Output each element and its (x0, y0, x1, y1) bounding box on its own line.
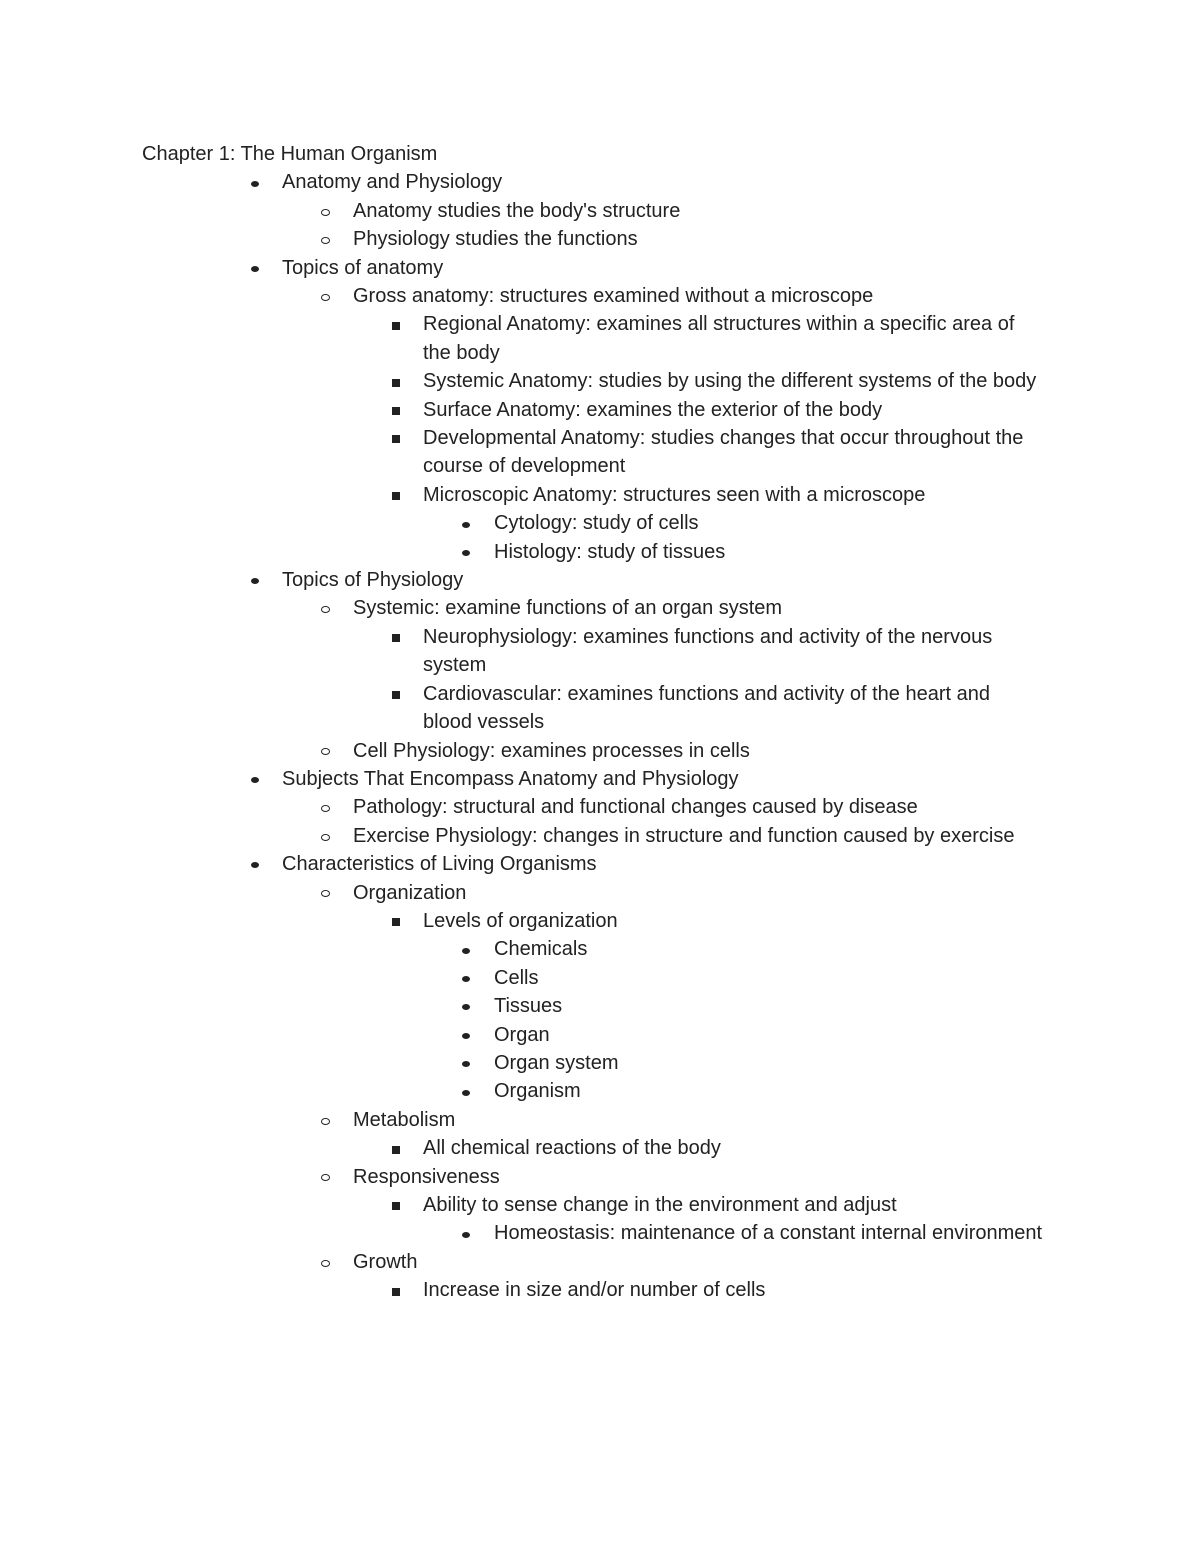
filled-dot-icon (243, 850, 267, 878)
outline-item-level-2 (0, 1248, 1200, 1276)
outline-item-text: Topics of Physiology (282, 569, 464, 592)
filled-square-icon (384, 310, 408, 338)
hollow-circle-icon (313, 1106, 337, 1134)
outline-item-text: Gross anatomy: structures examined without a microscope (353, 285, 874, 308)
outline-item-level-3 (0, 396, 1200, 424)
outline-item-text: Cytology: study of cells (494, 512, 699, 535)
outline-item-level-4 (0, 1021, 1200, 1049)
outline-item-text: Responsiveness (353, 1165, 500, 1188)
outline-item-level-4 (0, 509, 1200, 537)
filled-dot-icon (243, 765, 267, 793)
outline-item-level-1 (0, 850, 1200, 878)
outline-item-text: Ability to sense change in the environment and adjust (423, 1194, 897, 1217)
outline-item-level-2 (0, 879, 1200, 907)
outline-item-level-1 (0, 765, 1200, 793)
outline-item-level-2 (0, 225, 1200, 253)
outline-item-level-3 (0, 680, 1200, 737)
filled-square-icon (384, 623, 408, 651)
outline-item-text: Pathology: structural and functional changes caused by disease (353, 796, 918, 819)
outline-item-level-2 (0, 197, 1200, 225)
outline-item-text: Systemic Anatomy: studies by using the different systems of the body (423, 370, 1037, 393)
outline-item-text: Metabolism (353, 1108, 456, 1131)
outline-item-level-2 (0, 793, 1200, 821)
outline-item-level-1 (0, 254, 1200, 282)
outline-item-level-2 (0, 1106, 1200, 1134)
filled-square-icon (384, 481, 408, 509)
filled-square-icon (384, 680, 408, 708)
filled-square-icon (384, 1276, 408, 1304)
outline-item-text: Organ (494, 1023, 550, 1046)
outline-item-text: Topics of anatomy (282, 256, 444, 279)
hollow-circle-icon (313, 822, 337, 850)
outline-item-level-2 (0, 282, 1200, 310)
outline-item-level-2 (0, 594, 1200, 622)
hollow-circle-icon (313, 197, 337, 225)
outline-item-level-4 (0, 992, 1200, 1020)
outline-item-level-3 (0, 1191, 1200, 1219)
outline-item-text: Cell Physiology: examines processes in cells (353, 739, 750, 762)
filled-dot-icon (454, 1049, 478, 1077)
outline-item-text: Chemicals (494, 938, 588, 961)
outline-item-text: Organization (353, 881, 467, 904)
filled-square-icon (384, 424, 408, 452)
outline-item-level-3 (0, 310, 1200, 367)
filled-dot-icon (454, 992, 478, 1020)
outline-item-level-1 (0, 566, 1200, 594)
filled-dot-icon (454, 935, 478, 963)
outline-item-text: Systemic: examine functions of an organ system (353, 597, 783, 620)
filled-square-icon (384, 907, 408, 935)
outline-item-level-3 (0, 424, 1200, 481)
filled-dot-icon (243, 254, 267, 282)
outline-item-level-2 (0, 737, 1200, 765)
outline-item-level-4 (0, 1077, 1200, 1105)
outline-item-text: Levels of organization (423, 909, 618, 932)
filled-dot-icon (454, 1219, 478, 1247)
outline-item-text: Exercise Physiology: changes in structure and function caused by exercise (353, 824, 1015, 847)
outline-item-text: Surface Anatomy: examines the exterior of the body (423, 398, 883, 421)
outline-item-level-4 (0, 1049, 1200, 1077)
hollow-circle-icon (313, 1248, 337, 1276)
outline-item-text: Growth (353, 1250, 418, 1273)
outline-item-text: Physiology studies the functions (353, 228, 638, 251)
outline-item-level-3 (0, 367, 1200, 395)
filled-square-icon (384, 396, 408, 424)
hollow-circle-icon (313, 282, 337, 310)
outline-item-level-4 (0, 935, 1200, 963)
filled-dot-icon (454, 1077, 478, 1105)
notes-outline (0, 168, 1200, 1304)
chapter-title: Chapter 1: The Human Organism (142, 143, 438, 165)
hollow-circle-icon (313, 1163, 337, 1191)
outline-item-level-3 (0, 1276, 1200, 1304)
outline-item-text: Subjects That Encompass Anatomy and Physiology (282, 767, 739, 790)
filled-dot-icon (454, 964, 478, 992)
outline-item-text: Tissues (494, 995, 563, 1018)
outline-item-text: Anatomy studies the body's structure (353, 199, 681, 222)
outline-item-text: Homeostasis: maintenance of a constant internal environment (494, 1222, 1043, 1245)
filled-dot-icon (454, 1021, 478, 1049)
outline-item-level-4 (0, 538, 1200, 566)
outline-item-level-3 (0, 481, 1200, 509)
outline-item-text: Cells (494, 966, 539, 989)
outline-item-text: Anatomy and Physiology (282, 171, 503, 194)
outline-item-level-1 (0, 168, 1200, 196)
outline-item-text: Microscopic Anatomy: structures seen with a microscope (423, 483, 926, 506)
outline-item-level-3 (0, 1134, 1200, 1162)
outline-item-text: Organism (494, 1080, 581, 1103)
outline-item-level-2 (0, 822, 1200, 850)
outline-item-text: All chemical reactions of the body (423, 1137, 721, 1160)
filled-square-icon (384, 1191, 408, 1219)
outline-item-text: Neurophysiology: examines functions and activity of the nervous system (423, 625, 993, 677)
outline-item-text: Developmental Anatomy: studies changes that occur throughout the course of development (423, 427, 1024, 478)
outline-item-text: Increase in size and/or number of cells (423, 1279, 766, 1302)
hollow-circle-icon (313, 793, 337, 821)
filled-square-icon (384, 367, 408, 395)
outline-item-level-4 (0, 1219, 1200, 1247)
outline-item-text: Histology: study of tissues (494, 540, 726, 563)
filled-dot-icon (243, 168, 267, 196)
hollow-circle-icon (313, 594, 337, 622)
outline-item-level-3 (0, 907, 1200, 935)
outline-item-level-3 (0, 623, 1200, 680)
outline-item-text: Cardiovascular: examines functions and activity of the heart and blood vessels (423, 682, 990, 734)
filled-dot-icon (454, 538, 478, 566)
outline-item-text: Regional Anatomy: examines all structures within a specific area of the body (423, 313, 1015, 364)
filled-dot-icon (454, 509, 478, 537)
outline-item-text: Organ system (494, 1051, 619, 1074)
hollow-circle-icon (313, 225, 337, 253)
filled-dot-icon (243, 566, 267, 594)
outline-item-level-2 (0, 1163, 1200, 1191)
outline-item-text: Characteristics of Living Organisms (282, 853, 597, 876)
outline-item-level-4 (0, 964, 1200, 992)
filled-square-icon (384, 1134, 408, 1162)
hollow-circle-icon (313, 879, 337, 907)
hollow-circle-icon (313, 737, 337, 765)
